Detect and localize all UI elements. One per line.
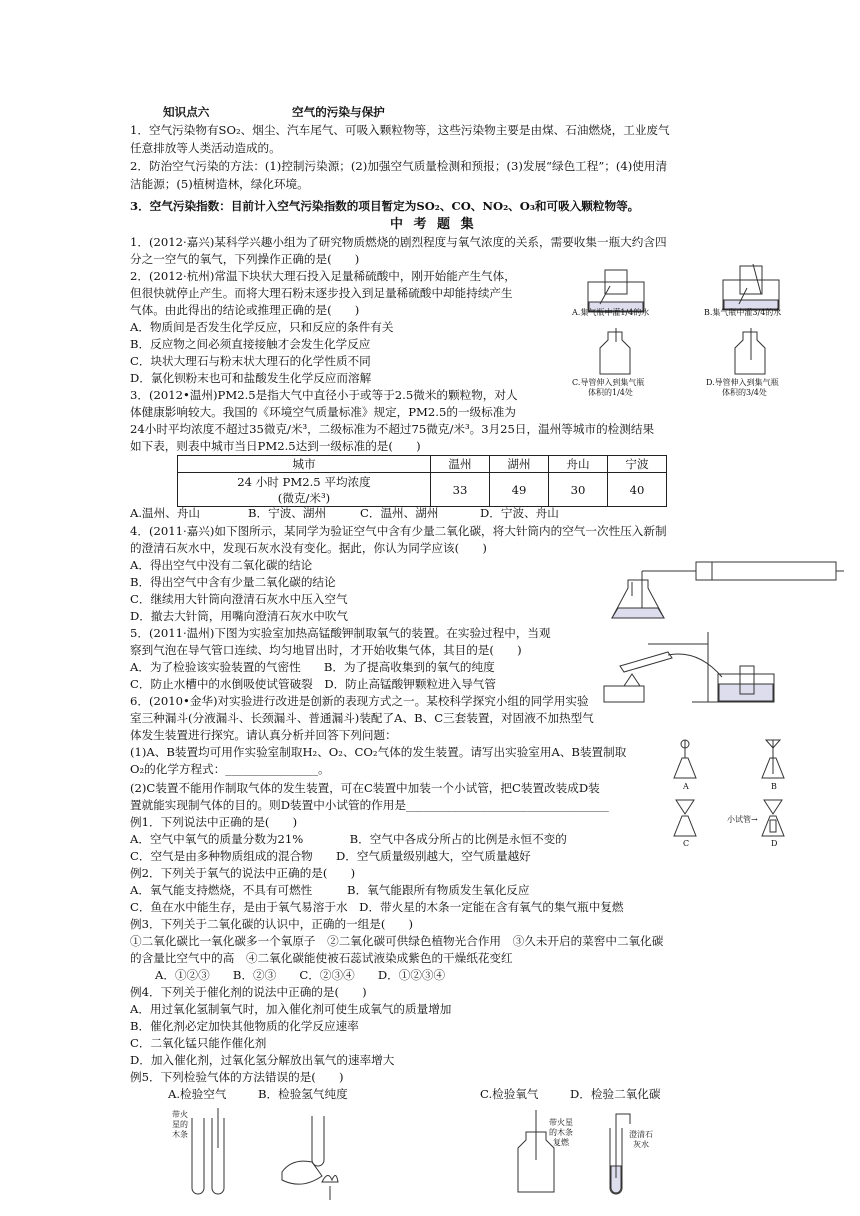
ex1-options-ab: A．空气中氧气的质量分数为21% B．空气中各成分所占的比例是永恒不变的 [130, 832, 567, 846]
q1-option-b: B.集气瓶中灌3/4的水 [704, 308, 782, 317]
ex4-option-c: C．二氧化锰只能作催化剂 [130, 1036, 267, 1050]
q5-options-ab: A．为了检验该实验装置的气密性 B．为了提高收集到的氧气的纯度 [130, 660, 495, 674]
q2-option-a: A．物质间是否发生化学反应，只和反应的条件有关 [130, 320, 394, 334]
ex4-option-b: B．催化剂必定加快其他物质的化学反应速率 [130, 1019, 359, 1033]
q2-option-c: C．块状大理石与粉末状大理石的化学性质不同 [130, 354, 371, 368]
para-2b: 洁能源；(5)植树造林，绿化环境。 [130, 177, 309, 191]
ex3-line2: 的含量比空气中的高 ④二氧化碳能使被石蕊试液染成紫色的干燥纸花变红 [130, 951, 513, 965]
q2-line2: 但很快就停止产生。而将大理石粉末逐步投入到足量稀硫酸中却能持续产生 [130, 286, 513, 300]
q4-option-d: D．撤去大针筒，用嘴向澄清石灰水中吹气 [130, 609, 348, 623]
para-1b: 任意排放等人类活动造成的。 [130, 141, 281, 155]
q4-syringe-flask-figure [612, 556, 844, 634]
q6-label-d: D [771, 839, 778, 848]
table-header-ningbo: 宁波 [608, 456, 667, 473]
para-1a: 1．空气污染物有SO₂、烟尘、汽车尾气、可吸入颗粒物等，这些污染物主要是由煤、石油燃烧，工业废气 [130, 123, 670, 137]
table-row-label-line1: 24 小时 PM2.5 平均浓度 [237, 474, 371, 489]
section-title: 空气的污染与保护 [292, 105, 385, 119]
q3-option-a: A.温州、舟山 [130, 506, 201, 520]
q5-line1: 5．(2011·温州)下图为实验室加热高锰酸钾制取氧气的装置。在实验过程中，当观 [130, 626, 551, 640]
q4-option-a: A．得出空气中没有二氧化碳的结论 [130, 558, 313, 572]
ex4-option-a: A．用过氧化氢制氧气时，加入催化剂可使生成氧气的质量增加 [130, 1002, 452, 1016]
q1-line1: 1．(2012·嘉兴)某科学兴趣小组为了研究物质燃烧的剧烈程度与氧气浓度的关系，需要收集一瓶大约含四 [130, 235, 667, 249]
table-header-city: 城市 [178, 456, 431, 473]
table-header-wenzhou: 温州 [431, 456, 490, 473]
table-row-label [178, 473, 431, 507]
q1-option-d2: 体积的3/4处 [722, 388, 767, 397]
q6-apparatus-figure [670, 736, 800, 846]
q6-line1: 6．(2010•金华)对实验进行改进是创新的表现方式之一。某校科学探究小组的同学用实验 [130, 694, 589, 708]
q6-sub2-line1: (2)C装置不能用作制取气体的发生装置，可在C装置中加装一个小试管，把C装置改装成D装 [130, 781, 600, 795]
ex4-option-d: D．加入催化剂，过氧化氢分解放出氧气的速率增大 [130, 1053, 395, 1067]
pm25-table [177, 455, 667, 507]
ex1-question: 例1．下列说法中正确的是( ) [130, 815, 298, 829]
table-header-huzhou: 湖州 [490, 456, 549, 473]
q6-label-small-tube: 小试管→ [727, 815, 758, 824]
ex5-fig-c-label: 带火星的木条复燃 [549, 1118, 573, 1147]
ex5-figure-d [600, 1108, 640, 1200]
ex2-question: 例2．下列关于氧气的说法中正确的是( ) [130, 866, 356, 880]
q1-line2: 分之一空气的氧气，下列操作正确的是( ) [130, 252, 360, 266]
q2-option-d: D．氯化钡粉末也可和盐酸发生化学反应而溶解 [130, 371, 372, 385]
q2-option-b: B．反应物之间必须直接接触才会发生化学反应 [130, 337, 371, 351]
ex5-fig-a-label: 带火星的木条 [172, 1110, 188, 1139]
q3-line1: 3．(2012•温州)PM2.5是指大气中直径小于或等于2.5微米的颗粒物，对人 [130, 388, 518, 402]
ex5-option-b: B．检验氢气纯度 [258, 1087, 348, 1101]
q6-label-b: B [771, 782, 777, 791]
ex5-figure-c [512, 1110, 572, 1198]
q4-line2: 的澄清石灰水中，发现石灰水没有变化。据此，你认为同学应该( ) [130, 541, 487, 555]
table-cell: 30 [549, 473, 608, 507]
q1-option-d1: D.导管伸入到集气瓶 [706, 378, 779, 387]
ex3-line1: ①二氧化碳比一氧化碳多一个氧原子 ②二氧化碳可供绿色植物光合作用 ③久未开启的菜窖中二氧化碳 [130, 934, 664, 948]
ex5-figure-b [272, 1112, 362, 1204]
q1-option-c1: C.导管伸入到集气瓶 [572, 378, 645, 387]
ex4-question: 例4．下列关于催化剂的说法中正确的是( ) [130, 985, 367, 999]
ex2-options-ab: A．氧气能支持燃烧，不具有可燃性 B．氧气能跟所有物质发生氧化反应 [130, 883, 530, 897]
q1-figure-d [731, 328, 771, 376]
ex5-option-d: D．检验二氧化碳 [570, 1087, 661, 1101]
ex5-question: 例5．下列检验气体的方法错误的是( ) [130, 1070, 344, 1084]
q5-line2: 察到气泡在导气管口连续、均匀地冒出时，才开始收集气体，其目的是( ) [130, 643, 522, 657]
q6-label-c: C [683, 839, 690, 848]
q6-label-a: A [683, 782, 689, 791]
q4-option-c: C．继续用大针筒向澄清石灰水中压入空气 [130, 592, 348, 606]
ex5-fig-d-label: 澄清石灰水 [629, 1130, 653, 1149]
q3-line3: 24小时平均浓度不超过35微克/米³，二级标准为不超过75微克/米³。3月25日，温州等城市的检测结果 [130, 422, 655, 436]
q6-sub1-line1: (1)A、B装置均可用作实验室制取H₂、O₂、CO₂气体的发生装置。请写出实验室用A、B装置制取 [130, 745, 627, 759]
ex1-options-cd: C．空气是由多种物质组成的混合物 D．空气质量级别越大，空气质量越好 [130, 849, 531, 863]
table-row-label-line2: (微克/米³) [277, 490, 331, 505]
table-cell: 40 [608, 473, 667, 507]
q5-apparatus-figure [600, 628, 780, 710]
q1-figure-c [596, 328, 636, 376]
ex5-option-a: A.检验空气 [168, 1087, 227, 1101]
q2-line3: 气体。由此得出的结论或推理正确的是( ) [130, 303, 360, 317]
table-cell: 49 [490, 473, 549, 507]
q3-option-c: C．温州、湖州 [360, 506, 439, 520]
q4-option-b: B．得出空气中含有少量二氧化碳的结论 [130, 575, 336, 589]
exam-heading: 中 考 题 集 [390, 217, 477, 232]
ex2-options-cd: C．鱼在水中能生存，是由于氧气易溶于水 D．带火星的木条一定能在含有氧气的集气瓶中复燃 [130, 900, 624, 914]
q6-sub2-line2: 置就能实现制气体的目的。则D装置中小试管的作用是___________________________________ [130, 798, 609, 812]
q3-option-d: D．宁波、舟山 [480, 506, 559, 520]
q4-line1: 4．(2011·嘉兴)如下图所示，某同学为验证空气中含有少量二氧化碳，将大针筒内的空气一次性压入新制 [130, 524, 667, 538]
q6-sub1-line2: O₂的化学方程式：________________。 [130, 762, 330, 776]
ex3-question: 例3．下列关于二氧化碳的认识中，正确的一组是( ) [130, 917, 414, 931]
ex3-options: A．①②③ B．②③ C．②③④ D．①②③④ [155, 968, 446, 982]
para-2a: 2．防治空气污染的方法：(1)控制污染源；(2)加强空气质量检测和预报；(3)发展“绿色工程”；(4)使用清 [130, 159, 668, 173]
q3-line4: 如下表，则表中城市当日PM2.5达到一级标准的是( ) [130, 439, 421, 453]
q6-line2: 室三种漏斗(分液漏斗、长颈漏斗、普通漏斗)装配了A、B、C三套装置，对固液不加热型气 [130, 711, 594, 725]
q6-line3: 体发生装置进行探究。请认真分析并回答下列问题： [130, 728, 397, 742]
table-header-zhoushan: 舟山 [549, 456, 608, 473]
q1-figure-b [715, 264, 785, 314]
q5-options-cd: C．防止水槽中的水倒吸使试管破裂 D．防止高锰酸钾颗粒进入导气管 [130, 677, 496, 691]
table-cell: 33 [431, 473, 490, 507]
q2-line1: 2．(2012·杭州)常温下块状大理石投入足量稀硫酸中，刚开始能产生气体， [130, 269, 516, 283]
section-label: 知识点六 [163, 105, 210, 119]
q3-line2: 体健康影响较大。我国的《环境空气质量标准》规定，PM2.5的一级标准为 [130, 405, 516, 419]
q1-option-c2: 体积的1/4处 [588, 388, 633, 397]
ex5-option-c: C.检验氧气 [480, 1087, 539, 1101]
q3-option-b: B．宁波、湖州 [248, 506, 327, 520]
ex5-figure-a [190, 1108, 230, 1198]
para-3: 3．空气污染指数：目前计入空气污染指数的项目暂定为SO₂、CO、NO₂、O₃和可吸入颗粒物等。 [130, 199, 640, 213]
q1-option-a: A.集气瓶中灌1/4的水 [572, 308, 650, 317]
